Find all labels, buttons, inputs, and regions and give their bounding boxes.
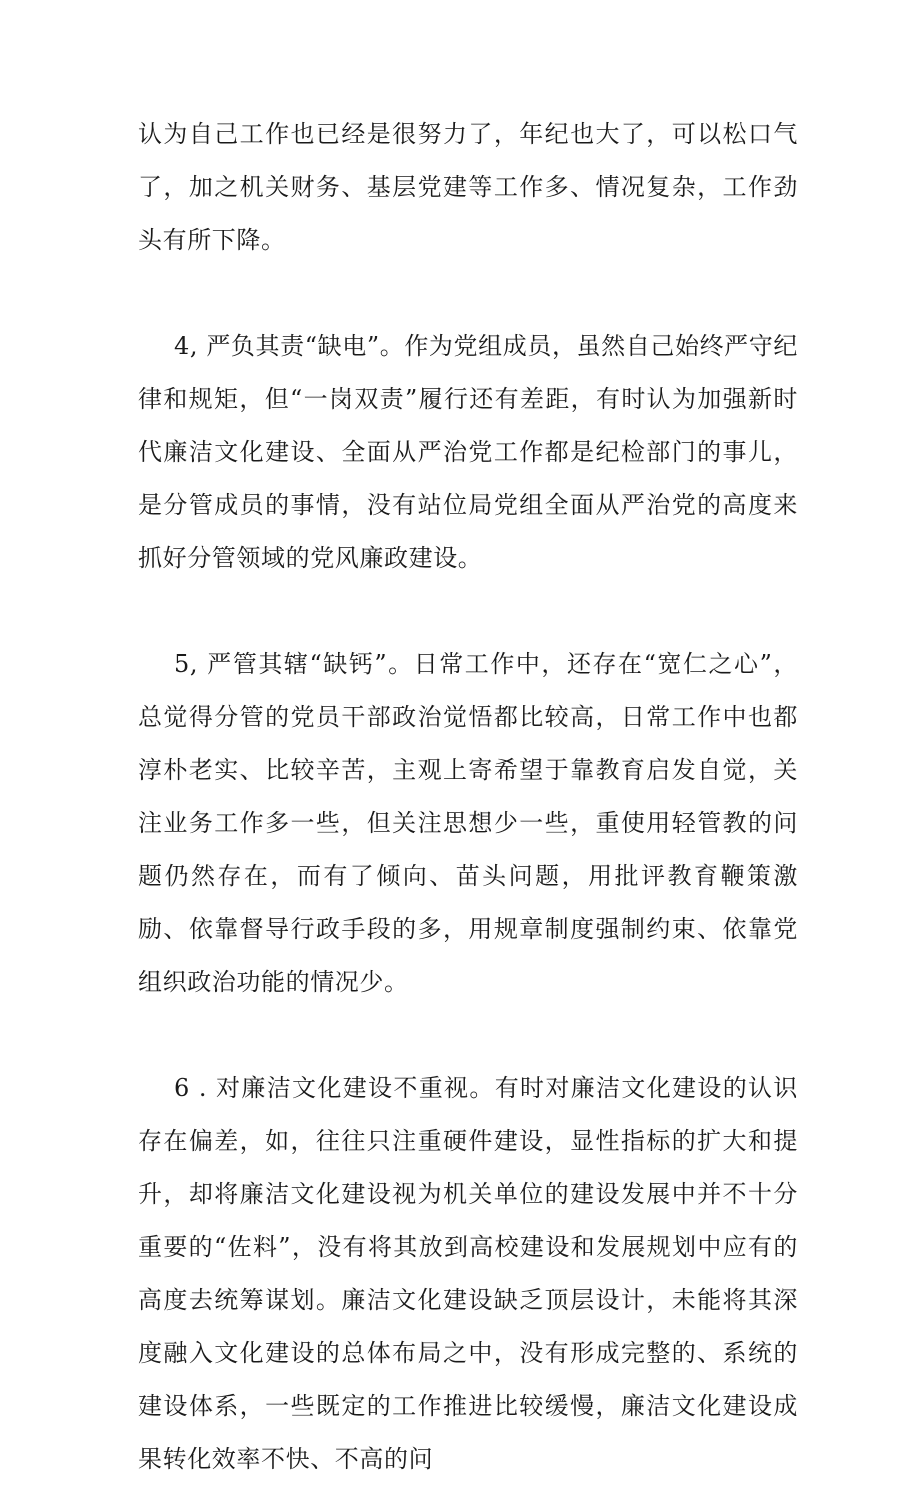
paragraph-item-4: 4, 严负其责“缺电”。作为党组成员，虽然自己始终严守纪律和规矩，但“一岗双责”履行还有差距，有时认为加强新时代廉洁文化建设、全面从严治党工作都是纪检部门的事儿，是分管成员的事情，没有站位局党组全面从严治党的高度来抓好分管领域的党风廉政建设。: [138, 332, 798, 572]
paragraph-item-6: 6 . 对廉洁文化建设不重视。有时对廉洁文化建设的认识存在偏差，如，往往只注重硬件建设，显性指标的扩大和提升，却将廉洁文化建设视为机关单位的建设发展中并不十分重要的“佐料”，没有将其放到高校建设和发展规划中应有的高度去统筹谋划。廉洁文化建设缺乏顶层设计，未能将其深度融入文化建设的总体布局之中，没有形成完整的、系统的建设体系，一些既定的工作推进比较缓慢，廉洁文化建设成果转化效率不快、不高的问: [138, 1074, 798, 1473]
paragraph-continuation: 认为自己工作也已经是很努力了，年纪也大了，可以松口气了，加之机关财务、基层党建等工作多、情况复杂，工作劲头有所下降。: [138, 120, 798, 254]
document-body: [138, 108, 798, 1486]
paragraph-item-5: 5, 严管其辖“缺钙”。日常工作中，还存在“宽仁之心”，总觉得分管的党员干部政治觉悟都比较高，日常工作中也都淳朴老实、比较辛苦，主观上寄希望于靠教育启发自觉，关注业务工作多一些，但关注思想少一些，重使用轻管教的问题仍然存在，而有了倾向、苗头问题，用批评教育鞭策激励、依靠督导行政手段的多，用规章制度强制约束、依靠党组织政治功能的情况少。: [138, 650, 798, 996]
